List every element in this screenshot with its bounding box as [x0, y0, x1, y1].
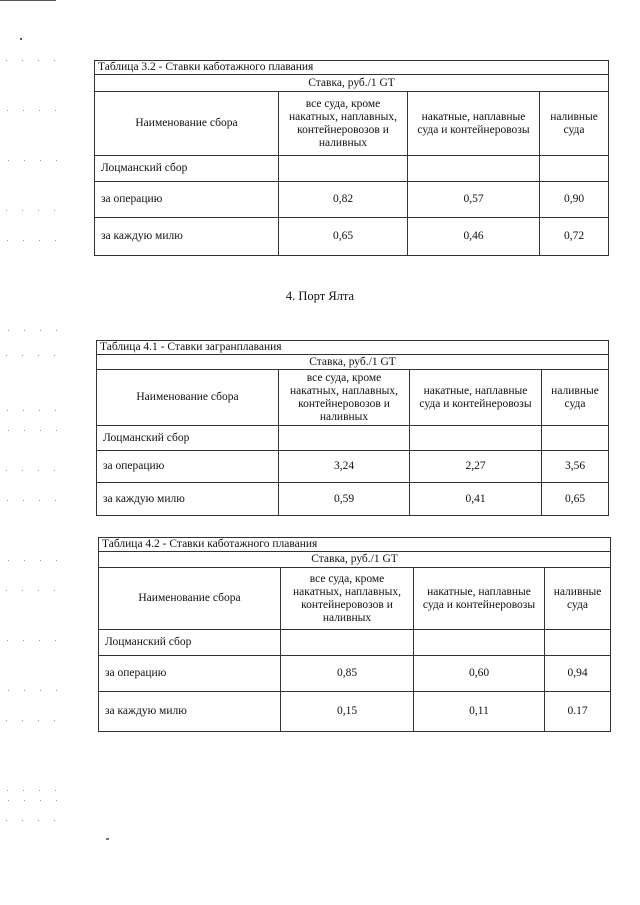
scan-noise-dot	[24, 430, 25, 431]
rate-value: 0,65	[279, 218, 408, 256]
scan-noise-dot	[22, 210, 23, 211]
scan-noise-dot	[23, 240, 24, 241]
table-unit: Ставка, руб./1 GT	[95, 75, 609, 92]
scan-line-top	[0, 0, 56, 1]
scan-noise-dot	[6, 720, 7, 721]
rate-value: 3,24	[279, 451, 410, 483]
scan-noise-dot	[6, 210, 7, 211]
scan-noise-dot	[54, 590, 55, 591]
scan-noise-dot	[24, 690, 25, 691]
scan-noise-dot	[7, 110, 8, 111]
scan-noise-dot	[38, 590, 39, 591]
column-header-all-vessels: все суда, кроме накатных, наплавных, контейнеровозов и наливных	[279, 92, 408, 156]
scan-noise-dot	[39, 110, 40, 111]
scan-noise-dot	[6, 355, 7, 356]
rate-value: 0.17	[545, 692, 611, 732]
scan-noise-dot	[54, 60, 55, 61]
scan-noise-dot	[39, 500, 40, 501]
scan-noise-dot	[23, 110, 24, 111]
scan-noise-dot	[55, 790, 56, 791]
scan-noise-dot	[23, 410, 24, 411]
rate-value: 0,85	[281, 656, 414, 692]
scan-noise-dot	[55, 640, 56, 641]
scan-noise-dot	[39, 790, 40, 791]
rate-value: 0,90	[540, 182, 609, 218]
scan-noise-dot	[8, 800, 9, 801]
row-label: за операцию	[97, 451, 279, 483]
scan-noise-dot	[40, 160, 41, 161]
rates-table-4-2	[98, 537, 611, 732]
column-header-tankers: наливные суда	[542, 370, 609, 426]
scan-noise-dot	[8, 690, 9, 691]
scan-noise-dot	[22, 590, 23, 591]
scan-noise-dot	[24, 560, 25, 561]
scan-noise-dot	[6, 590, 7, 591]
rate-value: 3,56	[542, 451, 609, 483]
table-caption: Таблица 4.1 - Ставки загранплавания	[97, 341, 609, 355]
table-caption: Таблица 4.2 - Ставки каботажного плавания	[99, 538, 611, 552]
scan-noise-dot	[8, 160, 9, 161]
column-header-ro-ro-container: накатные, наплавные суда и контейнеровозы	[408, 92, 540, 156]
scan-noise-dot	[39, 240, 40, 241]
scan-noise-dot	[22, 355, 23, 356]
scan-speck	[20, 38, 22, 40]
scan-noise-dot	[54, 470, 55, 471]
scan-noise-dot	[56, 560, 57, 561]
rate-value: 0,82	[279, 182, 408, 218]
rate-value: 0,72	[540, 218, 609, 256]
scan-noise-dot	[55, 240, 56, 241]
scan-noise-dot	[24, 330, 25, 331]
rates-table-3-2	[94, 60, 609, 256]
row-label: за каждую милю	[97, 483, 279, 516]
scan-noise-dot	[7, 240, 8, 241]
scan-noise-dot	[8, 330, 9, 331]
table-row	[99, 656, 611, 692]
scan-noise-dot	[23, 790, 24, 791]
scan-noise-dot	[24, 800, 25, 801]
rate-value: 0,65	[542, 483, 609, 516]
scan-noise-dot	[7, 500, 8, 501]
scan-noise-dot	[56, 690, 57, 691]
row-label: за каждую милю	[99, 692, 281, 732]
scan-noise-dot	[6, 470, 7, 471]
scan-noise-dot	[54, 820, 55, 821]
group-label-pilotage: Лоцманский сбор	[99, 630, 281, 656]
scan-noise-dot	[38, 720, 39, 721]
scan-noise-dot	[54, 210, 55, 211]
rate-value: 0,46	[408, 218, 540, 256]
scan-noise-dot	[55, 110, 56, 111]
table-unit: Ставка, руб./1 GT	[97, 355, 609, 370]
rate-value: 0,15	[281, 692, 414, 732]
scan-noise-dot	[22, 470, 23, 471]
scan-noise-dot	[40, 800, 41, 801]
scan-noise-dot	[7, 790, 8, 791]
row-label: за операцию	[95, 182, 279, 218]
scan-speck	[106, 838, 109, 840]
row-label: за операцию	[99, 656, 281, 692]
table-caption: Таблица 3.2 - Ставки каботажного плавания	[95, 61, 609, 75]
column-header-fee-name: Наименование сбора	[99, 568, 281, 630]
column-header-all-vessels: все суда, кроме накатных, наплавных, контейнеровозов и наливных	[279, 370, 410, 426]
column-header-all-vessels: все суда, кроме накатных, наплавных, контейнеровозов и наливных	[281, 568, 414, 630]
column-header-ro-ro-container: накатные, наплавные суда и контейнеровозы	[410, 370, 542, 426]
scan-noise-dot	[22, 60, 23, 61]
rate-value: 0,94	[545, 656, 611, 692]
scan-noise-dot	[38, 355, 39, 356]
scan-noise-dot	[22, 720, 23, 721]
rates-table-4-1	[96, 340, 609, 516]
column-header-tankers: наливные суда	[540, 92, 609, 156]
table-row	[97, 451, 609, 483]
scan-noise-dot	[23, 500, 24, 501]
scan-noise-dot	[39, 410, 40, 411]
rate-value: 0,60	[414, 656, 545, 692]
scan-noise-dot	[40, 430, 41, 431]
scan-noise-dot	[40, 690, 41, 691]
table-unit: Ставка, руб./1 GT	[99, 552, 611, 568]
scan-noise-dot	[23, 640, 24, 641]
scan-noise-dot	[56, 800, 57, 801]
rate-value: 0,41	[410, 483, 542, 516]
scan-noise-dot	[24, 160, 25, 161]
scan-noise-dot	[39, 640, 40, 641]
scan-noise-dot	[38, 470, 39, 471]
scan-noise-dot	[6, 60, 7, 61]
group-label-pilotage: Лоцманский сбор	[97, 426, 279, 451]
row-label: за каждую милю	[95, 218, 279, 256]
scan-noise-dot	[56, 430, 57, 431]
table-row	[95, 182, 609, 218]
rate-value: 0,59	[279, 483, 410, 516]
column-header-tankers: наливные суда	[545, 568, 611, 630]
scan-noise-dot	[38, 210, 39, 211]
scan-noise-dot	[7, 640, 8, 641]
table-row	[99, 692, 611, 732]
scan-noise-dot	[6, 820, 7, 821]
column-header-fee-name: Наименование сбора	[97, 370, 279, 426]
scan-noise-dot	[55, 500, 56, 501]
column-header-fee-name: Наименование сбора	[95, 92, 279, 156]
scan-noise-dot	[38, 820, 39, 821]
scan-noise-dot	[56, 160, 57, 161]
scan-noise-dot	[7, 410, 8, 411]
section-title: 4. Порт Ялта	[285, 289, 355, 303]
scan-noise-dot	[22, 820, 23, 821]
rate-value: 0,11	[414, 692, 545, 732]
table-row	[97, 483, 609, 516]
scan-noise-dot	[8, 430, 9, 431]
scan-noise-dot	[40, 330, 41, 331]
scan-noise-dot	[40, 560, 41, 561]
table-row	[95, 218, 609, 256]
scan-noise-dot	[8, 560, 9, 561]
scan-noise-dot	[38, 60, 39, 61]
scan-noise-dot	[55, 410, 56, 411]
scan-noise-dot	[54, 720, 55, 721]
scan-noise-dot	[54, 355, 55, 356]
rate-value: 0,57	[408, 182, 540, 218]
rate-value: 2,27	[410, 451, 542, 483]
column-header-ro-ro-container: накатные, наплавные суда и контейнеровозы	[414, 568, 545, 630]
scan-noise-dot	[56, 330, 57, 331]
group-label-pilotage: Лоцманский сбор	[95, 156, 279, 182]
